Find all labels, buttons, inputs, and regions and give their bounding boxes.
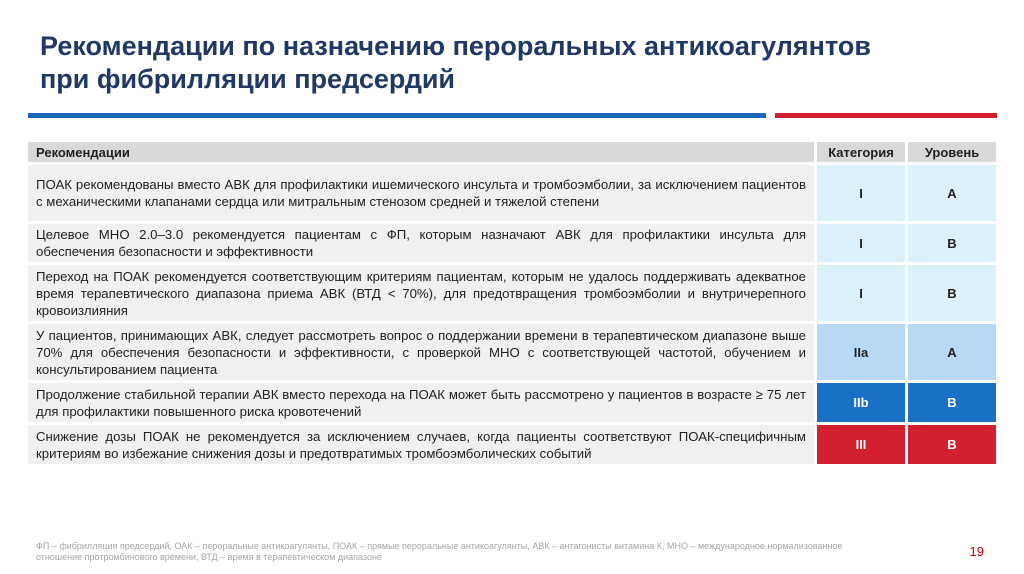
category-cell: IIb <box>814 383 905 422</box>
page-title-line-1: Рекомендации по назначению пероральных антикоагулянтов <box>40 31 871 61</box>
category-cell: I <box>814 265 905 321</box>
table-row <box>28 425 996 464</box>
table-row <box>28 165 996 221</box>
header-category: Категория <box>814 142 905 162</box>
table-row <box>28 324 996 380</box>
page-number: 19 <box>969 544 984 559</box>
category-cell: III <box>814 425 905 464</box>
category-cell: IIa <box>814 324 905 380</box>
level-cell: B <box>905 425 996 464</box>
page-title-line-2: при фибрилляции предсердий <box>40 64 456 94</box>
footnote-line-1: ФП – фибрилляция предсердий, ОАК – пероральные антикоагулянты, ПОАК – прямые пероральные антикоагулянты, АВК – антагонисты витамина К, МНО – международное нормализованное <box>36 541 843 551</box>
recommendation-text: ПОАК рекомендованы вместо АВК для профилактики ишемического инсульта и тромбоэмболии, за исключением пациентов с механическими клапанами сердца или митральным стенозом средней и тяжелой степени <box>28 165 814 221</box>
recommendation-text: Переход на ПОАК рекомендуется соответствующим критериям пациентам, которым не удалось поддерживать адекватное время терапевтического диапазона приема АВК (ВТД < 70%), для предотвращения тромбоэмболии и внутричерепного кровоизлияния <box>28 265 814 321</box>
category-cell: I <box>814 224 905 262</box>
level-cell: B <box>905 265 996 321</box>
recommendations-table <box>28 139 996 467</box>
table-row <box>28 224 996 262</box>
header-level: Уровень <box>905 142 996 162</box>
level-cell: B <box>905 383 996 422</box>
category-cell: I <box>814 165 905 221</box>
table-row <box>28 383 996 422</box>
footnote-line-2: отношение протромбинового времени, ВТД – время в терапевтическом диапазоне <box>36 552 382 562</box>
header-recommendation: Рекомендации <box>28 142 814 162</box>
table-header-row <box>28 142 996 162</box>
table-row <box>28 265 996 321</box>
level-cell: A <box>905 165 996 221</box>
recommendation-text: Целевое МНО 2.0–3.0 рекомендуется пациентам с ФП, которым назначают АВК для профилактики инсульта для обеспечения безопасности и эффективности <box>28 224 814 262</box>
recommendation-text: Снижение дозы ПОАК не рекомендуется за исключением случаев, когда пациенты соответствуют ПОАК-специфичным критериям во избежание снижения дозы и предотвратимых тромбоэмболических событий <box>28 425 814 464</box>
title-divider-blue <box>28 113 766 118</box>
level-cell: A <box>905 324 996 380</box>
page-title <box>40 30 1000 96</box>
recommendation-text: У пациентов, принимающих АВК, следует рассмотреть вопрос о поддержании времени в терапевтическом диапазоне выше 70% для обеспечения безопасности и эффективности, с проверкой МНО с соответствующей частотой, обучением и консультированием пациента <box>28 324 814 380</box>
abbreviations-footnote <box>36 541 886 563</box>
level-cell: B <box>905 224 996 262</box>
title-divider-red <box>775 113 997 118</box>
recommendation-text: Продолжение стабильной терапии АВК вместо перехода на ПОАК может быть рассмотрено у пациентов в возрасте ≥ 75 лет для профилактики повышенного риска кровотечений <box>28 383 814 422</box>
